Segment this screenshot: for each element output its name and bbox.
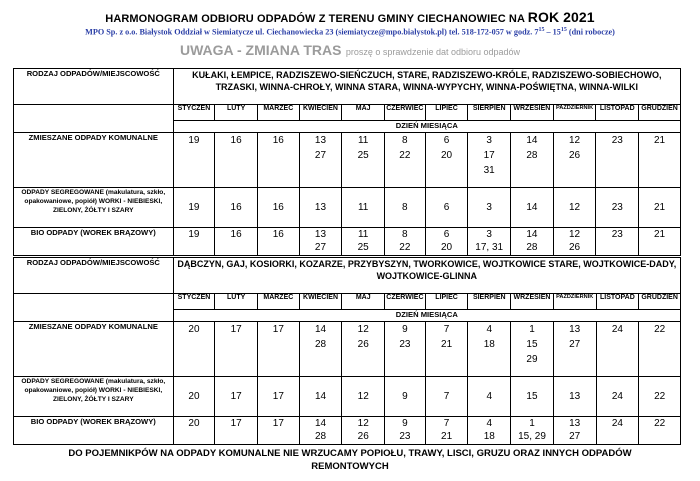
mixed-date-cell [553,133,596,188]
month-header: MARZEC [258,294,300,310]
month-header: KWIECIEŃ [299,105,342,121]
date-value: 4 [486,324,493,335]
mixed-date-cell [299,322,342,377]
date-value: 7 [443,324,450,335]
document-title [0,9,700,25]
type-header: RODZAJ ODPADÓW/MIEJSCOWOŚĆ [14,69,174,105]
month-header: WRZESIEŃ [511,105,554,121]
date-value: 26 [569,242,581,253]
bio-date-cell [639,228,681,256]
segregated-date-cell [553,188,596,228]
segregated-date-cell [553,377,596,417]
schedule-table-1 [13,68,681,256]
mixed-date-cell [173,322,215,377]
mixed-date-cell [511,322,554,377]
date-value: 12 [569,202,581,213]
date-value: 20 [188,391,200,402]
mixed-date-cell [639,322,681,377]
date-value: 12 [569,229,581,240]
bio-date-cell [468,228,511,256]
mixed-date-cell [342,322,385,377]
bio-date-cell [342,228,385,256]
date-value: 28 [314,339,327,350]
mixed-date-cell [258,322,300,377]
month-header: GRUDZIEŃ [639,294,681,310]
date-value: 19 [188,229,200,240]
mixed-date-cell [342,133,385,188]
date-value: 26 [357,339,369,350]
segregated-date-cell [468,377,511,417]
date-value: 20 [440,150,453,161]
segregated-date-cell [511,188,554,228]
date-value: 13 [314,135,327,146]
date-value: 27 [569,431,581,442]
date-value: 23 [611,229,623,240]
date-value: 31 [483,165,495,176]
bio-date-cell [596,417,639,445]
localities: KUŁAKI, ŁEMPICE, RADZISZEWO-SIEŃCZUCH, STARE, RADZISZEWO-KRÓLE, RADZISZEWO-SOBIECHOWO, TRZASKI, WINNA-CHROŁY, WINNA STARA, WINNA-WYPYCHY, WINNA-POŚWIĘTNA, WINNA-WILKI [173,69,680,105]
hours-end-sup: 15 [560,27,567,33]
date-value: 29 [526,354,538,365]
date-value: 16 [272,135,284,146]
mixed-date-cell [425,133,468,188]
date-value: 16 [272,229,284,240]
segregated-date-cell [425,188,468,228]
date-value: 17 [483,150,495,161]
segregated-date-cell [215,377,258,417]
bio-date-cell [299,228,342,256]
mixed-waste-label: ZMIESZANE ODPADY KOMUNALNE [14,322,174,377]
date-value: 26 [357,431,369,442]
mixed-date-cell [639,133,681,188]
company-info [0,27,700,37]
route-change-notice [120,42,580,60]
date-value: 12 [357,391,369,402]
date-value: 12 [569,135,581,146]
warning-heading: UWAGA - ZMIANA TRAS [179,42,342,58]
bio-date-cell [299,417,342,445]
date-value: 7 [443,391,450,402]
date-value: 19 [188,135,200,146]
date-value: 24 [611,418,623,429]
mixed-date-cell [425,322,468,377]
date-value: 27 [314,150,327,161]
date-value: 22 [399,150,411,161]
date-value: 3 [486,135,492,146]
date-value: 28 [314,431,327,442]
date-value: 23 [399,339,411,350]
bio-date-cell [257,228,299,256]
month-header: PAŹDZIERNIK [553,294,596,310]
bio-date-cell [173,228,215,256]
segregated-date-cell [215,188,258,228]
date-value: 17 [230,324,242,335]
date-value: 27 [569,339,581,350]
date-value: 16 [230,135,242,146]
bio-date-cell [385,228,426,256]
bio-date-cell [258,417,300,445]
month-header: MARZEC [257,105,299,121]
date-value: 16 [230,229,242,240]
date-value: 22 [654,324,666,335]
date-value: 28 [526,150,538,161]
date-value: 13 [569,324,581,335]
date-value: 6 [443,202,450,213]
date-value: 13 [314,229,327,240]
bio-date-cell [215,228,258,256]
date-value: 12 [357,324,369,335]
date-value: 9 [402,324,408,335]
month-header: CZERWIEC [385,105,426,121]
bio-date-cell [342,417,385,445]
date-value: 6 [443,135,450,146]
month-header: KWIECIEŃ [299,294,342,310]
date-value: 17 [230,418,242,429]
date-value: 24 [611,324,623,335]
date-value: 17 [272,324,284,335]
bio-date-cell [639,417,681,445]
date-value: 1 [529,418,535,429]
segregated-date-cell [639,188,681,228]
bio-date-cell [215,417,258,445]
mixed-date-cell [215,133,258,188]
month-header: LUTY [215,294,258,310]
month-header: GRUDZIEŃ [639,105,681,121]
mixed-date-cell [215,322,258,377]
segregated-waste-label: ODPADY SEGREGOWANE (makulatura, szkło, opakowaniowe, popiół) WORKI - NIEBIESKI, ZIELONY, ŻÓŁTY I SZARY [14,188,174,228]
day-of-month-header: DZIEŃ MIESIĄCA [173,310,680,322]
month-header: LISTOPAD [596,294,639,310]
segregated-date-cell [299,377,342,417]
segregated-date-cell [639,377,681,417]
bio-date-cell [468,417,511,445]
date-value: 4 [486,418,493,429]
date-value: 20 [188,418,200,429]
date-value: 13 [569,391,581,402]
segregated-date-cell [258,377,300,417]
segregated-date-cell [511,377,554,417]
date-value: 7 [443,418,450,429]
mixed-date-cell [553,322,596,377]
bio-date-cell [173,417,215,445]
mixed-date-cell [257,133,299,188]
segregated-date-cell [596,188,639,228]
date-value: 21 [441,431,453,442]
month-header: LIPIEC [425,105,468,121]
bio-date-cell [553,228,596,256]
date-value: 1 [529,324,535,335]
date-value: 8 [402,229,408,240]
mixed-date-cell [385,133,426,188]
segregated-date-cell [385,377,426,417]
date-value: 17 [272,418,284,429]
month-header: LISTOPAD [596,105,639,121]
date-value: 16 [272,202,284,213]
segregated-date-cell [299,188,342,228]
date-value: 3 [486,229,492,240]
date-value: 13 [314,202,327,213]
date-value: 25 [357,242,369,253]
date-value: 8 [402,135,408,146]
date-value: 17, 31 [475,242,504,253]
date-value: 20 [440,242,453,253]
date-value: 3 [486,202,492,213]
date-value: 12 [357,418,369,429]
segregated-date-cell [342,188,385,228]
date-value: 15 [526,391,538,402]
date-value: 18 [483,431,495,442]
date-value: 11 [357,202,369,213]
date-value: 26 [569,150,581,161]
month-header: MAJ [342,294,385,310]
date-value: 17 [230,391,242,402]
date-value: 14 [526,202,538,213]
date-value: 28 [526,242,538,253]
segregated-waste-label: ODPADY SEGREGOWANE (makulatura, szkło, opakowaniowe, popiół) WORKI - NIEBIESKI, ZIELONY, ŻÓŁTY I SZARY [14,377,174,417]
segregated-date-cell [425,377,468,417]
segregated-date-cell [342,377,385,417]
date-value: 4 [486,391,493,402]
segregated-date-cell [173,188,215,228]
date-value: 21 [653,229,666,240]
mixed-date-cell [468,322,511,377]
hours-note: (dni robocze) [566,27,615,37]
month-header: MAJ [342,105,385,121]
date-value: 21 [441,339,453,350]
date-value: 25 [357,150,369,161]
date-value: 24 [611,391,623,402]
hours-mid: – 15 [544,27,561,37]
date-value: 22 [399,242,411,253]
mixed-waste-label: ZMIESZANE ODPADY KOMUNALNE [14,133,174,188]
title-prefix: HARMONOGRAM ODBIORU ODPADÓW Z TERENU GMINY CIECHANOWIEC NA [105,13,525,25]
date-value: 17 [272,391,284,402]
date-value: 14 [314,324,327,335]
bio-date-cell [425,417,468,445]
month-header: STYCZEŃ [173,105,215,121]
warning-text: proszę o sprawdzenie dat odbioru odpadów [345,47,521,57]
segregated-date-cell [385,188,426,228]
mixed-date-cell [385,322,426,377]
month-header: PAŹDZIERNIK [553,105,596,121]
month-header: SIERPIEŃ [468,105,511,121]
date-value: 20 [188,324,200,335]
company-info-main: MPO Sp. z o.o. Białystok Oddział w Siemiatycze ul. Ciechanowiecka 23 (siemiatycze@mpo.bialystok.pl) tel. 518-172-057 w godz. 7 [85,27,539,37]
month-header: CZERWIEC [385,294,426,310]
segregated-date-cell [468,188,511,228]
date-value: 19 [188,202,200,213]
bio-waste-label: BIO ODPADY (WOREK BRĄZOWY) [14,417,174,445]
date-value: 13 [569,418,581,429]
date-value: 14 [526,229,538,240]
bio-date-cell [425,228,468,256]
day-of-month-header: DZIEŃ MIESIĄCA [173,121,680,133]
bio-date-cell [511,417,554,445]
title-year: ROK 2021 [527,9,595,25]
segregated-date-cell [257,188,299,228]
mixed-date-cell [596,133,639,188]
date-value: 6 [443,229,450,240]
date-value: 22 [654,418,666,429]
date-value: 14 [314,391,327,402]
month-header: WRZESIEŃ [511,294,554,310]
localities: DĄBCZYN, GAJ, KOSIORKI, KOZARZE, PRZYBYSZYN, TWORKOWICE, WOJTKOWICE STARE, WOJTKOWICE-DADY, WOJTKOWICE-GLINNA [173,258,680,294]
date-value: 16 [230,202,242,213]
date-value: 9 [402,418,408,429]
date-value: 23 [611,202,623,213]
corner-cell [14,294,174,322]
schedule-table-2 [13,257,681,445]
date-value: 11 [357,135,369,146]
bio-date-cell [553,417,596,445]
date-value: 14 [314,418,327,429]
date-value: 22 [654,391,666,402]
date-value: 15 [526,339,538,350]
mixed-date-cell [299,133,342,188]
segregated-date-cell [173,377,215,417]
bio-date-cell [385,417,426,445]
month-header: SIERPIEŃ [468,294,511,310]
month-header: LUTY [215,105,258,121]
corner-cell [14,105,174,133]
date-value: 11 [357,229,369,240]
hours-start-sup: 15 [538,27,545,33]
bio-waste-label: BIO ODPADY (WOREK BRĄZOWY) [14,228,174,256]
date-value: 9 [402,391,408,402]
footer-note: DO POJEMNIKPÓW NA ODPADY KOMUNALNE NIE WRZUCAMY POPIOŁU, TRAWY, LISCI, GRUZU ORAZ INNYCH ODPADÓW REMONTOWYCH [68,448,632,472]
mixed-date-cell [596,322,639,377]
month-header: STYCZEŃ [173,294,215,310]
date-value: 18 [483,339,495,350]
date-value: 8 [402,202,408,213]
date-value: 21 [653,202,666,213]
date-value: 14 [526,135,538,146]
date-value: 15, 29 [518,431,546,442]
date-value: 21 [653,135,666,146]
bio-date-cell [596,228,639,256]
month-header: LIPIEC [425,294,468,310]
mixed-date-cell [173,133,215,188]
mixed-date-cell [468,133,511,188]
bio-date-cell [511,228,554,256]
date-value: 23 [611,135,623,146]
type-header: RODZAJ ODPADÓW/MIEJSCOWOŚĆ [14,258,174,294]
segregated-date-cell [596,377,639,417]
mixed-date-cell [511,133,554,188]
date-value: 23 [399,431,411,442]
date-value: 27 [314,242,327,253]
